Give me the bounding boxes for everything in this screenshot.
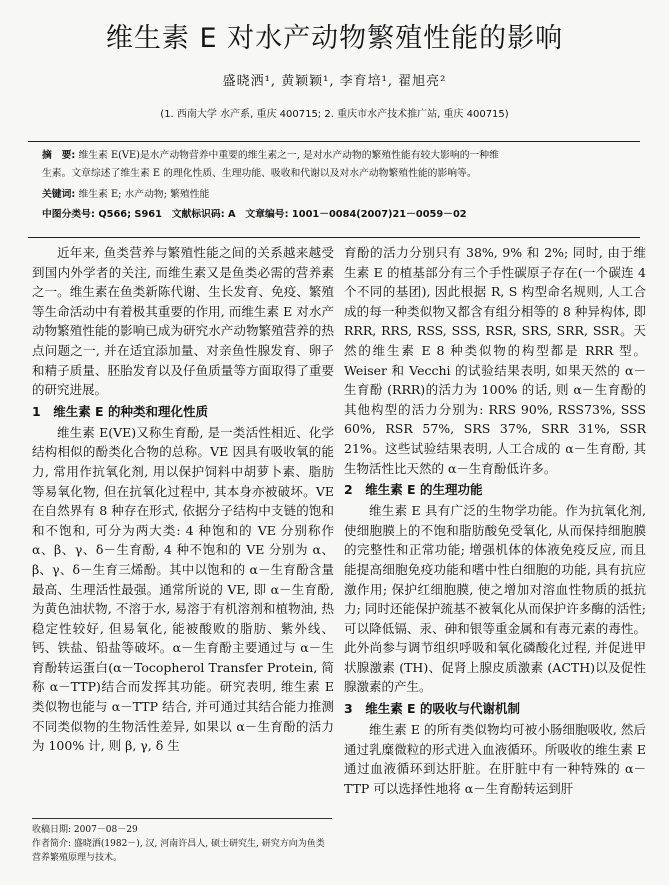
section-3-paragraph: 维生素 E 的所有类似物均可被小肠细胞吸收, 然后通过乳糜微粒的形式进入血液循环。所吸收的维生素 E 通过血液循环到达肝脏。在肝脏中有一种特殊的 α－TTP 可以选择性地将 α－生育酚转运到肝 [344, 722, 646, 796]
keywords-line [42, 187, 209, 203]
abstract-label: 摘 要: [42, 150, 76, 161]
section-2-heading: 2 维生素 E 的生理功能 [344, 482, 483, 498]
abstract-box [28, 141, 640, 238]
intro-paragraph: 近年来, 鱼类营养与繁殖性能之间的关系越来越受到国内外学者的关注, 而维生素又是鱼类必需的营养素之一。维生素在鱼类新陈代谢、生长发育、免疫、繁殖等生命活动中有着极其重要的作用, 而维生素 E 对水产动物繁殖性能的影响已成为研究水产动物繁殖营养的热点问题之一, 并在适宜添加量、对亲鱼性腺发育、卵子和精子质量、胚胎发育以及仔鱼质量等方面取得了重要的研究进展。 [32, 245, 334, 398]
keywords-label: 关键词: [42, 189, 76, 200]
affiliations: (1. 西南大学 水产系, 重庆 400715; 2. 重庆市水产技术推广站, 重庆 400715) [160, 109, 509, 120]
received-date: 收稿日期: 2007－08－29 [32, 825, 138, 835]
author-list: 盛晓洒¹, 黄颖颖¹, 李育培¹, 翟旭亮² [222, 74, 447, 89]
keywords-text: 维生素 E; 水产动物; 繁殖性能 [78, 189, 210, 200]
paper-title: 维生素 E 对水产动物繁殖性能的影响 [105, 23, 564, 54]
author-bio: 作者简介: 盛晓洒(1982－), 汉, 河南许昌人, 硕士研究生, 研究方向为鱼类营养繁殖原理与技术。 [32, 839, 325, 863]
section-2-paragraph: 维生素 E 具有广泛的生物学功能。作为抗氧化剂, 使细胞膜上的不饱和脂肪酸免受氧化, 从而保持细胞膜的完整性和正常功能; 增强机体的体液免疫反应, 而且能提高细胞免疫功能和嗜中性白细胞的功能, 具有抗应激作用; 保护红细胞膜, 使之增加对溶血性物质的抵抗力; 同时还能保护巯基不被氧化从而保护许多酶的活性; 可以降低镉、汞、砷和银等重金属和有毒元素的毒性。此外尚参与调节组织呼吸和氧化磷酸化过程, 并促进甲状腺激素 (TH)、促肾上腺皮质激素 (ACTH)以及促性腺激素的产生。 [344, 503, 646, 695]
right-column [344, 243, 646, 798]
abstract-text-1: 维生素 E(VE)是水产动物营养中重要的维生素之一, 是对水产动物的繁殖性能有较大影响的一种维 [78, 150, 499, 161]
classification-line: 中图分类号: Q566; S961 文献标识码: A 文章编号: 1001－0084(2007)21－0059－02 [42, 209, 467, 220]
abstract-text-2: 生素。文章综述了维生素 E 的理化性质、生理功能、吸收和代谢以及对水产动物繁殖性能的影响等。 [42, 168, 477, 179]
left-column [32, 243, 334, 756]
section-1-paragraph: 维生素 E(VE)又称生育酚, 是一类活性相近、化学结构相似的酚类化合物的总称。VE 因具有吸收氧的能力, 常用作抗氧化剂, 用以保护饲料中胡萝卜素、脂肪等易氧化物, 但在抗氧化过程中, 其本身亦被破坏。VE 在自然界有 8 种存在形式, 依据分子结构中支链的饱和和不饱和, 可分为两大类: 4 种饱和的 VE 分别称作 α、β、γ、δ－生育酚, 4 种不饱和的 VE 分别为 α、β、γ、δ－生育三烯酚。其中以饱和的 α－生育酚含量最高、生理活性最强。通常所说的 VE, 即 α－生育酚, 为黄色油状物, 不溶于水, 易溶于有机溶剂和植物油, 热稳定性较好, 但易氧化, 能被酸败的脂肪、紫外线、钙、铁盐、铅盐等破坏。α－生育酚主要通过与 α－生育酚转运蛋白(α－Tocopherol Transfer Protein, 简称 α－TTP)结合而发挥其功能。研究表明, 维生素 E 类似物也能与 α－TTP 结合, 并可通过其结合能力推测不同类似物的生物活性差异, 如果以 α－生育酚的活力为 100% 计, 则 β, γ, δ 生 [32, 424, 334, 754]
continued-paragraph: 育酚的活力分别只有 38%, 9% 和 2%; 同时, 由于维生素 E 的植基部分有三个手性碳原子存在(一个碳连 4 个不同的基团), 因此根据 R, S 构型命名规则, 人工合成的每一种类似物又都含有组分相等的 8 种异构体, 即 RRR, RRS, RSS, SSS, RSR, SRS, SRR, SSR。天然的维生素 E 8 种类似物的构型都是 RRR 型。Weiser 和 Vecchi 的试验结果表明, 如果天然的 α－生育酚 (RRR)的活力为 100% 的话, 则 α－生育酚的其他构型的活力分别为: RRS 90%, RSS73%, SSS 60%, RSR 57%, SRS 37%, SRR 31%, SSR 21%。这些试验结果表明, 人工合成的 α－生育酚, 其生物活性比天然的 α－生育酚低许多。 [344, 245, 646, 476]
abstract-line-1 [42, 148, 499, 164]
section-1-heading: 1 维生素 E 的种类和理化性质 [32, 403, 208, 419]
footnotes [32, 818, 332, 865]
section-3-heading: 3 维生素 E 的吸收与代谢机制 [344, 701, 520, 717]
abstract-line-2 [42, 166, 477, 182]
